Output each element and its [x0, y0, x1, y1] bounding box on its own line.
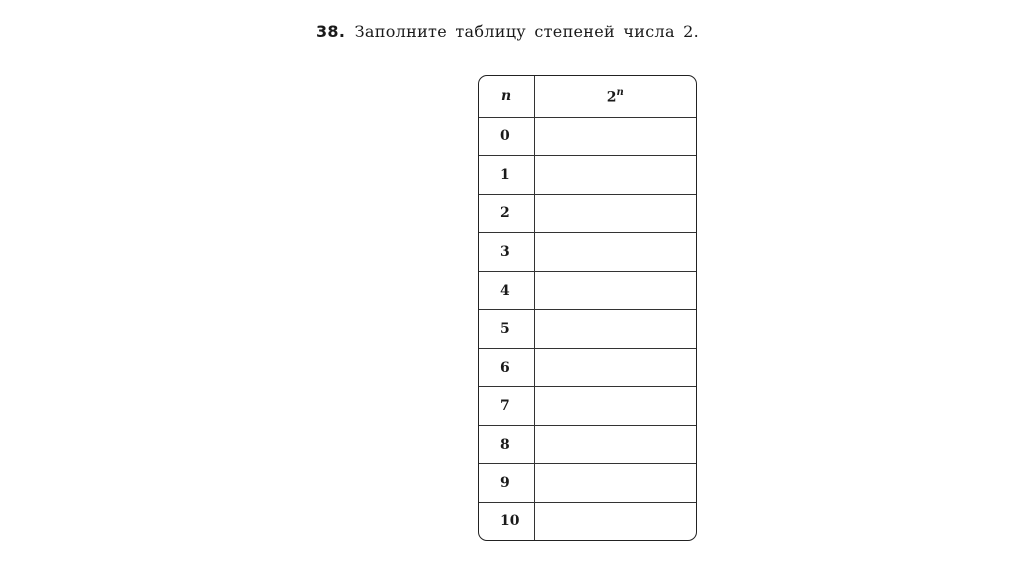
row-value-cell[interactable]: [534, 387, 696, 426]
header-power: [534, 76, 696, 117]
table-row: [479, 117, 696, 156]
row-n: 3: [479, 233, 534, 272]
header-power-base: 2: [606, 89, 617, 106]
table-row: [479, 502, 696, 540]
table-row: [479, 348, 696, 387]
table-row: [479, 310, 696, 349]
row-n: 8: [479, 425, 534, 464]
table-row: [479, 156, 696, 195]
row-value-cell[interactable]: [534, 348, 696, 387]
row-n: 9: [479, 464, 534, 503]
table-row: [479, 271, 696, 310]
row-n: 5: [479, 310, 534, 349]
row-value-cell[interactable]: [534, 156, 696, 195]
row-n: 2: [479, 194, 534, 233]
row-n: 6: [479, 348, 534, 387]
powers-table: [479, 76, 696, 540]
header-power-exponent: n: [616, 86, 624, 98]
row-value-cell[interactable]: [534, 310, 696, 349]
task-heading: [316, 22, 699, 41]
row-value-cell[interactable]: [534, 502, 696, 540]
row-n: 10: [479, 502, 534, 540]
row-n: 4: [479, 271, 534, 310]
table-header-row: [479, 76, 696, 117]
task-number: 38.: [316, 22, 346, 41]
row-n: 0: [479, 117, 534, 156]
row-value-cell[interactable]: [534, 194, 696, 233]
powers-table-frame: [478, 75, 697, 541]
task-text: Заполните таблицу степеней числа 2.: [354, 22, 700, 41]
table-row: [479, 425, 696, 464]
row-n: 1: [479, 156, 534, 195]
table-row: [479, 194, 696, 233]
table-row: [479, 464, 696, 503]
table-row: [479, 387, 696, 426]
header-n: n: [479, 76, 534, 117]
row-value-cell[interactable]: [534, 464, 696, 503]
row-value-cell[interactable]: [534, 117, 696, 156]
table-row: [479, 233, 696, 272]
row-value-cell[interactable]: [534, 271, 696, 310]
row-n: 7: [479, 387, 534, 426]
row-value-cell[interactable]: [534, 233, 696, 272]
row-value-cell[interactable]: [534, 425, 696, 464]
